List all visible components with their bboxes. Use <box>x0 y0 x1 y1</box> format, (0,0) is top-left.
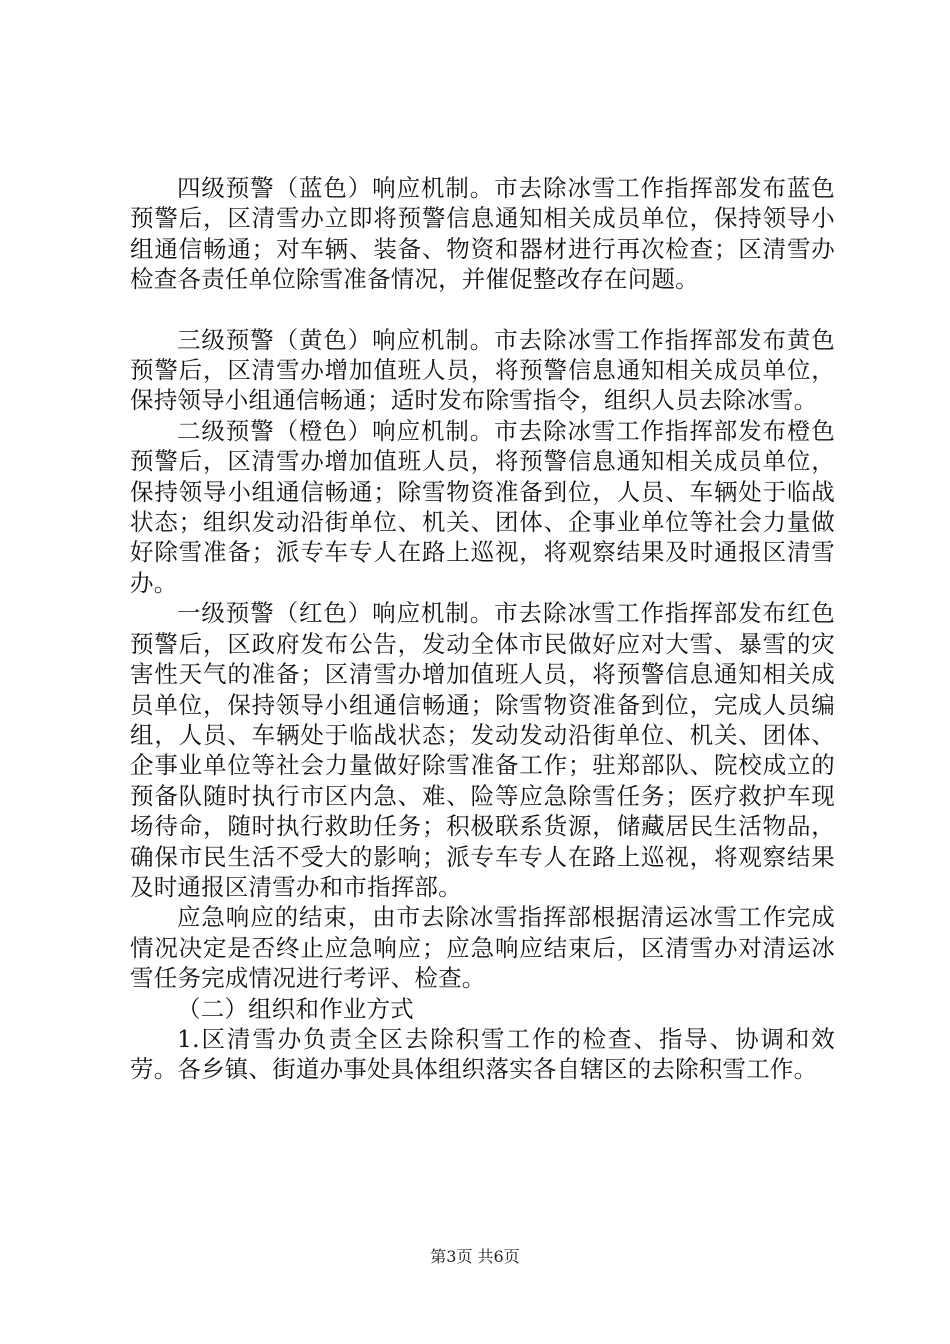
paragraph-item-1: 1.区清雪办负责全区去除积雪工作的检查、指导、协调和效劳。各乡镇、街道办事处具体组织落实各自辖区的去除积雪工作。 <box>130 1024 835 1084</box>
document-body <box>130 173 835 1085</box>
paragraph-gap <box>130 295 835 325</box>
paragraph-level3-yellow-warning: 三级预警（黄色）响应机制。市去除冰雪工作指挥部发布黄色预警后，区清雪办增加值班人员，将预警信息通知相关成员单位，保持领导小组通信畅通；适时发布除雪指令，组织人员去除冰雪。 <box>130 325 835 415</box>
paragraph-response-end: 应急响应的结束，由市去除冰雪指挥部根据清运冰雪工作完成情况决定是否终止应急响应；应急响应结束后，区清雪办对清运冰雪任务完成情况进行考评、检查。 <box>130 903 835 993</box>
paragraph-level2-orange-warning: 二级预警（橙色）响应机制。市去除冰雪工作指挥部发布橙色预警后，区清雪办增加值班人员，将预警信息通知相关成员单位，保持领导小组通信畅通；除雪物资准备到位，人员、车辆处于临战状态；组织发动沿街单位、机关、团体、企事业单位等社会力量做好除雪准备；派专车专人在路上巡视，将观察结果及时通报区清雪办。 <box>130 416 835 597</box>
page-number-footer: 第3页 共6页 <box>430 1247 520 1266</box>
paragraph-level1-red-warning: 一级预警（红色）响应机制。市去除冰雪工作指挥部发布红色预警后，区政府发布公告，发动全体市民做好应对大雪、暴雪的灾害性天气的准备；区清雪办增加值班人员，将预警信息通知相关成员单位，保持领导小组通信畅通；除雪物资准备到位，完成人员编组，人员、车辆处于临战状态；发动发动沿街单位、机关、团体、企事业单位等社会力量做好除雪准备工作；驻郑部队、院校成立的预备队随时执行市区内急、难、险等应急除雪任务；医疗救护车现场待命，随时执行救助任务；积极联系货源，储藏居民生活物品，确保市民生活不受大的影响；派专车专人在路上巡视，将观察结果及时通报区清雪办和市指挥部。 <box>130 599 835 901</box>
paragraph-level4-blue-warning: 四级预警（蓝色）响应机制。市去除冰雪工作指挥部发布蓝色预警后，区清雪办立即将预警信息通知相关成员单位，保持领导小组通信畅通；对车辆、装备、物资和器材进行再次检查；区清雪办检查各责任单位除雪准备情况，并催促整改存在问题。 <box>130 174 835 294</box>
section-heading-organization: （二）组织和作业方式 <box>177 994 414 1023</box>
